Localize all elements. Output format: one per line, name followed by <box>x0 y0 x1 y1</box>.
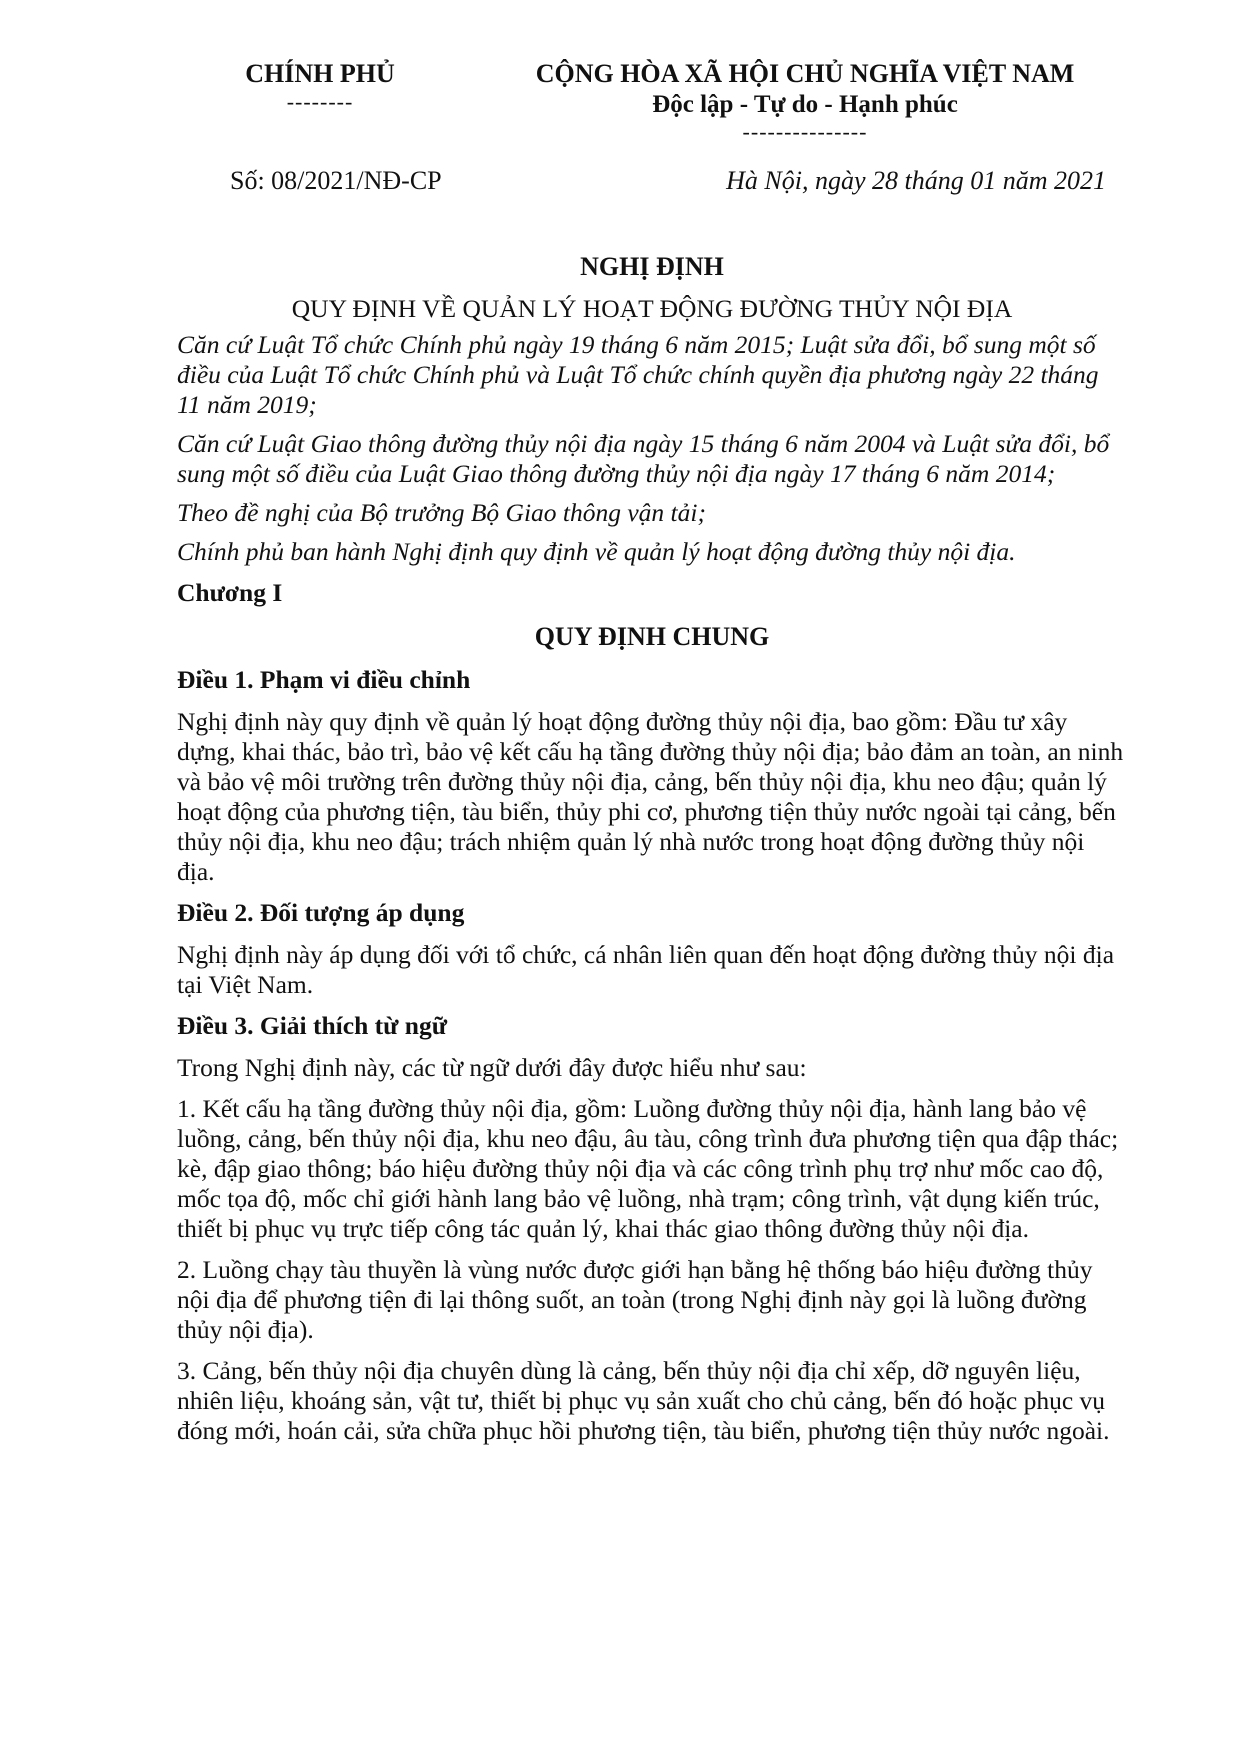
preamble-promulgation: Chính phủ ban hành Nghị định quy định về quản lý hoạt động đường thủy nội địa. <box>177 537 1016 566</box>
place-and-date: Hà Nội, ngày 28 tháng 01 năm 2021 <box>726 166 1106 195</box>
document-type-title: NGHỊ ĐỊNH <box>580 252 724 281</box>
document-number: Số: 08/2021/NĐ-CP <box>230 166 442 195</box>
article-3-title: Điều 3. Giải thích từ ngữ <box>177 1011 448 1040</box>
article-1-text: Nghị định này quy định về quản lý hoạt động đường thủy nội địa, bao gồm: Đầu tư xây dựng, khai thác, bảo trì, bảo vệ kết cấu hạ tầng đường thủy nội địa; bảo đảm an toàn, an ninh và bảo vệ môi trường trên đường thủy nội địa, cảng, bến thủy nội địa, khu neo đậu; quản lý hoạt động của phương tiện, tàu biển, thủy phi cơ, phương tiện thủy nước ngoài tại cảng, bến thủy nội địa, khu neo đậu; trách nhiệm quản lý nhà nước trong hoạt động đường thủy nội địa. <box>177 707 1124 886</box>
article-3-item-1: 1. Kết cấu hạ tầng đường thủy nội địa, gồm: Luồng đường thủy nội địa, hành lang bảo vệ luồng, cảng, bến thủy nội địa, khu neo đậu, âu tàu, công trình đưa phương tiện qua đập thác; kè, đập giao thông; báo hiệu đường thủy nội địa và các công trình phụ trợ như mốc cao độ, mốc tọa độ, mốc chỉ giới hành lang bảo vệ luồng, nhà trạm; công trình, vật dụng kiến trúc, thiết bị phục vụ trực tiếp công tác quản lý, khai thác giao thông đường thủy nội địa. <box>177 1094 1119 1243</box>
article-3-item-3: 3. Cảng, bến thủy nội địa chuyên dùng là cảng, bến thủy nội địa chỉ xếp, dỡ nguyên liệu, nhiên liệu, khoáng sản, vật tư, thiết bị phục vụ sản xuất cho chủ cảng, bến đó hoặc phục vụ đóng mới, hoán cải, sửa chữa phục hồi phương tiện, tàu biển, phương tiện thủy nước ngoài. <box>177 1356 1110 1445</box>
article-2-title: Điều 2. Đối tượng áp dụng <box>177 898 465 927</box>
country-name: CỘNG HÒA XÃ HỘI CHỦ NGHĨA VIỆT NAM <box>535 59 1075 88</box>
chapter-title: QUY ĐỊNH CHUNG <box>534 622 770 651</box>
issuing-agency-block <box>210 58 430 114</box>
preamble-proposal: Theo đề nghị của Bộ trưởng Bộ Giao thông vận tải; <box>177 498 706 527</box>
article-3-intro: Trong Nghị định này, các từ ngữ dưới đây được hiểu như sau: <box>177 1053 807 1082</box>
motto-separator: --------------- <box>742 119 868 144</box>
document-body <box>177 252 1127 1457</box>
issuing-agency: CHÍNH PHỦ <box>245 59 395 88</box>
document-subject: QUY ĐỊNH VỀ QUẢN LÝ HOẠT ĐỘNG ĐƯỜNG THỦY NỘI ĐỊA <box>291 294 1013 323</box>
preamble-basis-2: Căn cứ Luật Giao thông đường thủy nội địa ngày 15 tháng 6 năm 2004 và Luật sửa đổi, bổ sung một số điều của Luật Giao thông đường thủy nội địa ngày 17 tháng 6 năm 2014; <box>177 429 1110 488</box>
chapter-label: Chương I <box>177 578 283 607</box>
national-title-block <box>505 58 1105 144</box>
article-2-text: Nghị định này áp dụng đối với tổ chức, cá nhân liên quan đến hoạt động đường thủy nội địa tại Việt Nam. <box>177 940 1115 999</box>
article-3-item-2: 2. Luồng chạy tàu thuyền là vùng nước được giới hạn bằng hệ thống báo hiệu đường thủy nội địa để phương tiện đi lại thông suốt, an toàn (trong Nghị định này gọi là luồng đường thủy nội địa). <box>177 1255 1093 1344</box>
national-motto: Độc lập - Tự do - Hạnh phúc <box>652 91 958 118</box>
agency-separator: -------- <box>286 89 354 114</box>
preamble-basis-1: Căn cứ Luật Tổ chức Chính phủ ngày 19 tháng 6 năm 2015; Luật sửa đổi, bổ sung một số điều của Luật Tổ chức Chính phủ và Luật Tổ chức chính quyền địa phương ngày 22 tháng 11 năm 2019; <box>177 330 1099 419</box>
article-1-title: Điều 1. Phạm vi điều chỉnh <box>177 665 471 694</box>
